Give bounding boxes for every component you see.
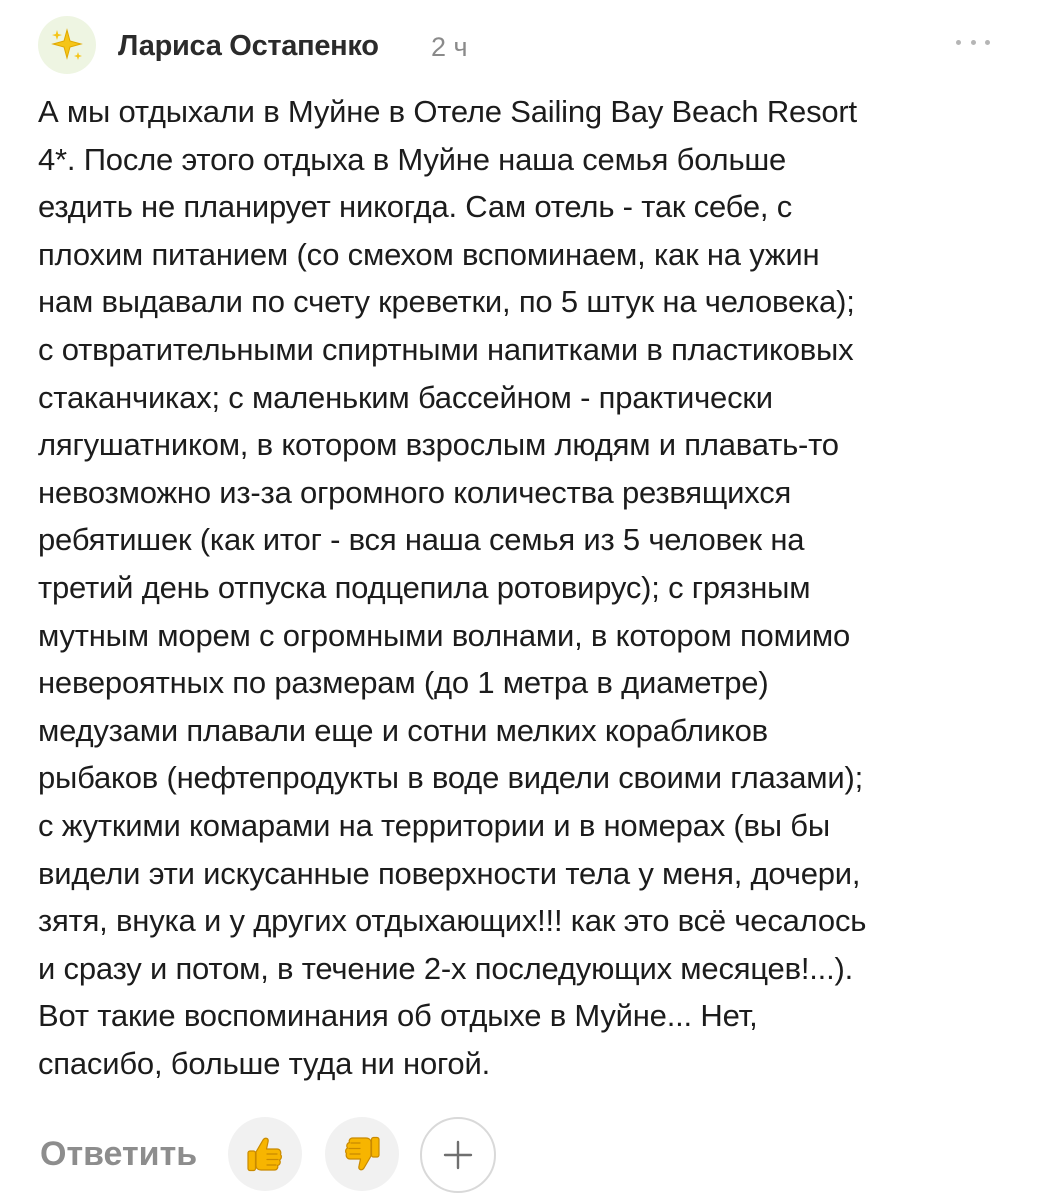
- comment-time: 2 ч: [431, 32, 468, 62]
- comment-text-line: ездить не планирует никогда. Сам отель - так себе, с: [38, 189, 793, 225]
- more-dots-icon[interactable]: [956, 35, 990, 49]
- comment-text-line: с жуткими комарами на территории и в номерах (вы бы: [38, 807, 830, 843]
- comment-text-line: ребятишек (как итог - вся наша семья из 5 человек на: [38, 522, 805, 558]
- dot: [971, 40, 976, 45]
- comment-text-line: стаканчиках; с маленьким бассейном - практически: [38, 379, 773, 415]
- comment-header: [38, 16, 1004, 74]
- comment-text-line: третий день отпуска подцепила ротовирус); с грязным: [38, 569, 811, 605]
- comment-text-line: 4*. После этого отдыха в Муйне наша семья больше: [38, 141, 787, 177]
- comment-text-line: мутным морем с огромными волнами, в котором помимо: [38, 617, 850, 653]
- comment-text-line: Вот такие воспоминания об отдыхе в Муйне... Нет,: [38, 998, 758, 1034]
- sparkles-icon: [49, 27, 85, 63]
- author-name[interactable]: Лариса Остапенко: [118, 30, 379, 62]
- comment-text-line: зятя, внука и у других отдыхающих!!! как это всё чесалось: [38, 903, 867, 939]
- comment-text-line: невозможно из-за огромного количества резвящихся: [38, 474, 792, 510]
- like-button[interactable]: [228, 1117, 302, 1191]
- comment-text-line: невероятных по размерам (до 1 метра в диаметре): [38, 665, 769, 701]
- comment-text-line: плохим питанием (со смехом вспоминаем, как на ужин: [38, 236, 820, 272]
- add-reaction-button[interactable]: [420, 1117, 496, 1193]
- comment-text-line: медузами плавали еще и сотни мелких корабликов: [38, 712, 768, 748]
- plus-icon: [440, 1137, 476, 1173]
- comment-text-line: видели эти искусанные поверхности тела у меня, дочери,: [38, 855, 861, 891]
- comment-text-line: лягушатником, в котором взрослым людям и плавать-то: [38, 427, 839, 463]
- thumbs-down-icon: [340, 1132, 384, 1176]
- reply-button[interactable]: Ответить: [40, 1135, 198, 1173]
- dislike-button[interactable]: [325, 1117, 399, 1191]
- thumbs-up-icon: [243, 1132, 287, 1176]
- comment-text: [38, 88, 1008, 1087]
- dot: [956, 40, 961, 45]
- comment-text-line: с отвратительными спиртными напитками в пластиковых: [38, 331, 854, 367]
- dot: [985, 40, 990, 45]
- comment-actions: [38, 1112, 638, 1192]
- comment-text-line: и сразу и потом, в течение 2-х последующих месяцев!...).: [38, 950, 854, 986]
- comment-text-line: рыбаков (нефтепродукты в воде видели своими глазами);: [38, 760, 864, 796]
- comment-text-line: нам выдавали по счету креветки, по 5 штук на человека);: [38, 284, 855, 320]
- comment-text-line: А мы отдыхали в Муйне в Отеле Sailing Bay Beach Resort: [38, 94, 857, 129]
- comment-text-line: спасибо, больше туда ни ногой.: [38, 1045, 491, 1081]
- avatar[interactable]: [38, 16, 96, 74]
